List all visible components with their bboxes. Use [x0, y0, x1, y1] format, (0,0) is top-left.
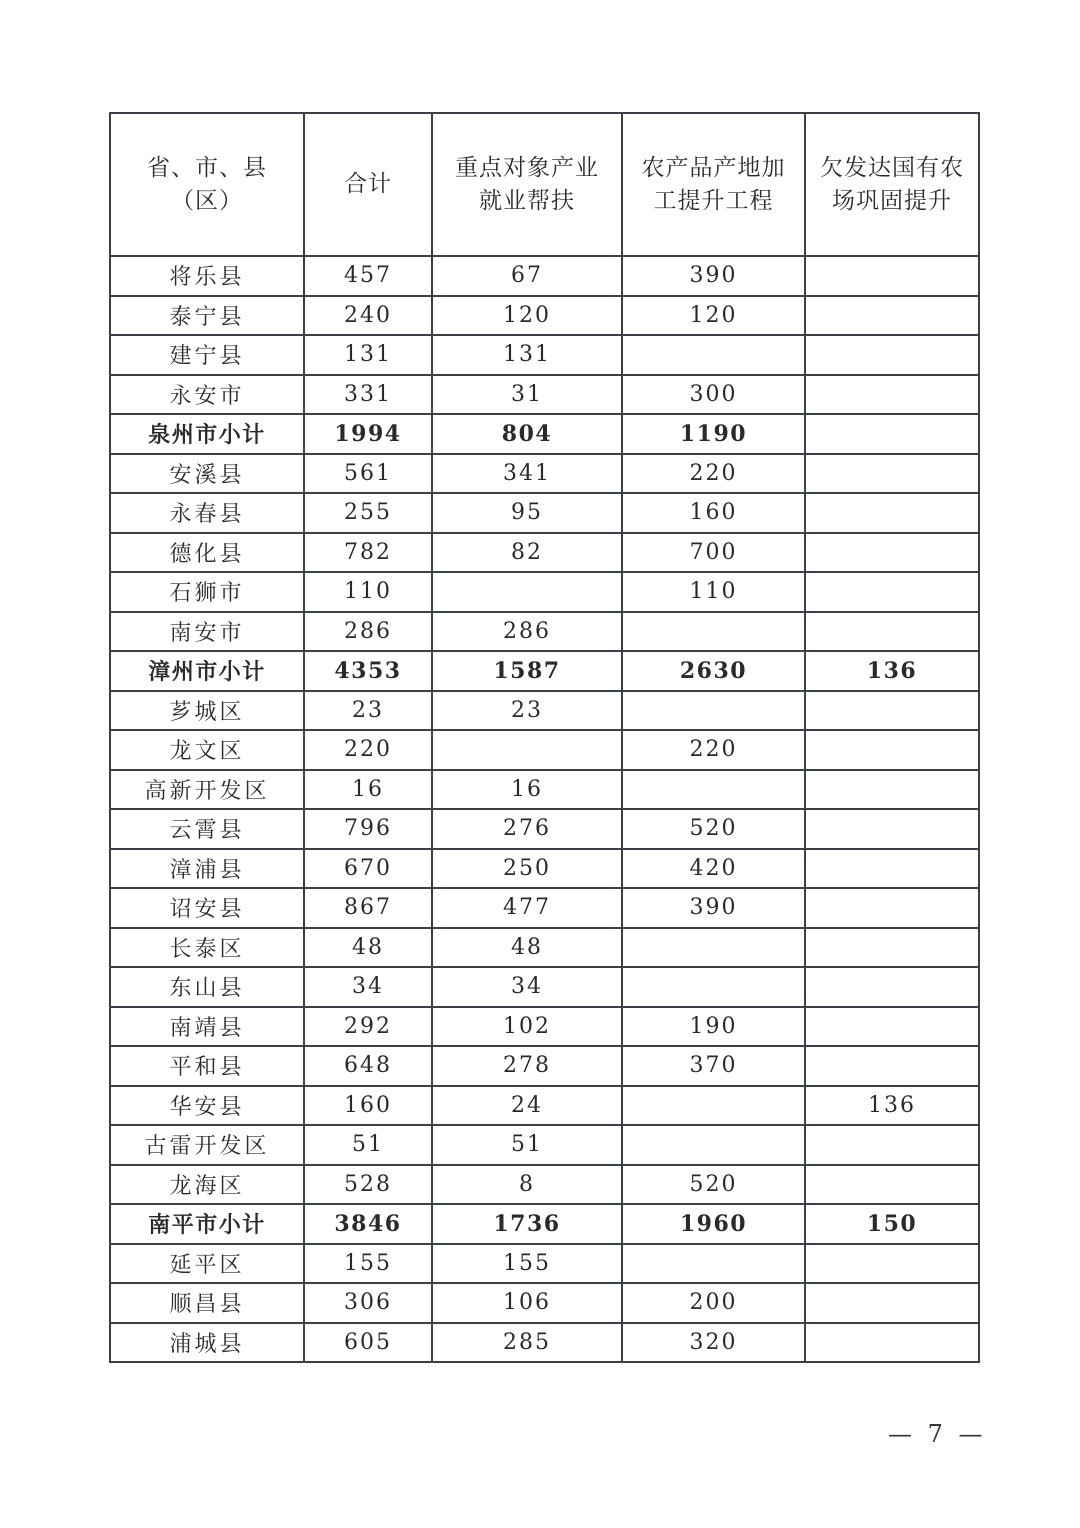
farm-cell	[805, 256, 979, 296]
region-name-cell: 龙海区	[110, 1165, 304, 1205]
table-row	[110, 375, 979, 415]
region-name-cell: 浦城县	[110, 1323, 304, 1363]
region-name-cell: 泰宁县	[110, 296, 304, 336]
region-name-cell: 长泰区	[110, 928, 304, 968]
region-name-cell: 东山县	[110, 967, 304, 1007]
farm-cell	[805, 1125, 979, 1165]
header-employment-support: 重点对象产业 就业帮扶	[432, 113, 622, 256]
region-name-cell: 云霄县	[110, 809, 304, 849]
employment-cell: 24	[432, 1086, 622, 1126]
agri-cell	[622, 928, 805, 968]
region-name-cell: 永安市	[110, 375, 304, 415]
region-name-cell: 顺昌县	[110, 1283, 304, 1323]
subtotal-row	[110, 1204, 979, 1244]
table-row	[110, 691, 979, 731]
region-name-cell: 高新开发区	[110, 770, 304, 810]
agri-cell: 220	[622, 730, 805, 770]
region-name-cell: 南靖县	[110, 1007, 304, 1047]
table-row	[110, 1086, 979, 1126]
employment-cell: 120	[432, 296, 622, 336]
total-cell: 1994	[304, 414, 432, 454]
employment-cell: 341	[432, 454, 622, 494]
employment-cell: 31	[432, 375, 622, 415]
table-row	[110, 967, 979, 1007]
employment-cell: 1587	[432, 651, 622, 691]
farm-cell	[805, 1323, 979, 1363]
agri-cell: 370	[622, 1046, 805, 1086]
table-row	[110, 1125, 979, 1165]
total-cell: 561	[304, 454, 432, 494]
region-name-cell: 漳州市小计	[110, 651, 304, 691]
employment-cell: 286	[432, 612, 622, 652]
employment-cell: 102	[432, 1007, 622, 1047]
subtotal-row	[110, 414, 979, 454]
region-name-cell: 南平市小计	[110, 1204, 304, 1244]
region-name-cell: 龙文区	[110, 730, 304, 770]
farm-cell	[805, 888, 979, 928]
agri-cell	[622, 335, 805, 375]
total-cell: 4353	[304, 651, 432, 691]
total-cell: 160	[304, 1086, 432, 1126]
employment-cell: 16	[432, 770, 622, 810]
total-cell: 648	[304, 1046, 432, 1086]
total-cell: 457	[304, 256, 432, 296]
employment-cell: 95	[432, 493, 622, 533]
farm-cell	[805, 849, 979, 889]
region-name-cell: 安溪县	[110, 454, 304, 494]
agri-cell	[622, 691, 805, 731]
region-name-cell: 德化县	[110, 533, 304, 573]
employment-cell: 276	[432, 809, 622, 849]
agri-cell: 700	[622, 533, 805, 573]
farm-cell	[805, 414, 979, 454]
table-row	[110, 533, 979, 573]
agri-cell	[622, 1244, 805, 1284]
table-row	[110, 928, 979, 968]
total-cell: 306	[304, 1283, 432, 1323]
total-cell: 110	[304, 572, 432, 612]
farm-cell	[805, 533, 979, 573]
table-header	[110, 113, 979, 256]
total-cell: 605	[304, 1323, 432, 1363]
employment-cell: 34	[432, 967, 622, 1007]
farm-cell	[805, 296, 979, 336]
region-name-cell: 延平区	[110, 1244, 304, 1284]
farm-cell: 150	[805, 1204, 979, 1244]
table-row	[110, 612, 979, 652]
agri-cell: 520	[622, 809, 805, 849]
table-row	[110, 1007, 979, 1047]
total-cell: 240	[304, 296, 432, 336]
total-cell: 867	[304, 888, 432, 928]
region-name-cell: 诏安县	[110, 888, 304, 928]
employment-cell: 278	[432, 1046, 622, 1086]
employment-cell	[432, 572, 622, 612]
region-name-cell: 古雷开发区	[110, 1125, 304, 1165]
agri-cell: 120	[622, 296, 805, 336]
allocation-table	[109, 112, 980, 1363]
employment-cell: 477	[432, 888, 622, 928]
farm-cell	[805, 375, 979, 415]
total-cell: 155	[304, 1244, 432, 1284]
employment-cell: 250	[432, 849, 622, 889]
agri-cell: 190	[622, 1007, 805, 1047]
agri-cell	[622, 770, 805, 810]
farm-cell	[805, 1283, 979, 1323]
agri-cell: 1960	[622, 1204, 805, 1244]
region-name-cell: 芗城区	[110, 691, 304, 731]
region-name-cell: 建宁县	[110, 335, 304, 375]
farm-cell: 136	[805, 1086, 979, 1126]
total-cell: 3846	[304, 1204, 432, 1244]
agri-cell: 520	[622, 1165, 805, 1205]
agri-cell: 320	[622, 1323, 805, 1363]
farm-cell	[805, 454, 979, 494]
header-state-farm: 欠发达国有农 场巩固提升	[805, 113, 979, 256]
header-agri-processing: 农产品产地加 工提升工程	[622, 113, 805, 256]
header-total: 合计	[304, 113, 432, 256]
region-name-cell: 将乐县	[110, 256, 304, 296]
employment-cell: 51	[432, 1125, 622, 1165]
farm-cell	[805, 1046, 979, 1086]
employment-cell: 131	[432, 335, 622, 375]
farm-cell	[805, 572, 979, 612]
table-row	[110, 888, 979, 928]
table-row	[110, 296, 979, 336]
agri-cell: 390	[622, 256, 805, 296]
farm-cell	[805, 1165, 979, 1205]
total-cell: 528	[304, 1165, 432, 1205]
agri-cell: 420	[622, 849, 805, 889]
table-row	[110, 809, 979, 849]
agri-cell	[622, 1125, 805, 1165]
region-name-cell: 华安县	[110, 1086, 304, 1126]
header-region: 省、市、县 （区）	[110, 113, 304, 256]
agri-cell: 220	[622, 454, 805, 494]
farm-cell	[805, 1244, 979, 1284]
farm-cell	[805, 809, 979, 849]
agri-cell	[622, 1086, 805, 1126]
farm-cell: 136	[805, 651, 979, 691]
farm-cell	[805, 770, 979, 810]
region-name-cell: 南安市	[110, 612, 304, 652]
employment-cell: 48	[432, 928, 622, 968]
agri-cell: 390	[622, 888, 805, 928]
employment-cell: 67	[432, 256, 622, 296]
agri-cell: 200	[622, 1283, 805, 1323]
agri-cell: 160	[622, 493, 805, 533]
total-cell: 131	[304, 335, 432, 375]
agri-cell: 300	[622, 375, 805, 415]
farm-cell	[805, 493, 979, 533]
total-cell: 16	[304, 770, 432, 810]
table-row	[110, 849, 979, 889]
region-name-cell: 石狮市	[110, 572, 304, 612]
total-cell: 292	[304, 1007, 432, 1047]
table-row	[110, 256, 979, 296]
agri-cell: 110	[622, 572, 805, 612]
table-row	[110, 335, 979, 375]
employment-cell: 155	[432, 1244, 622, 1284]
total-cell: 34	[304, 967, 432, 1007]
total-cell: 220	[304, 730, 432, 770]
agri-cell	[622, 612, 805, 652]
subtotal-row	[110, 651, 979, 691]
table-row	[110, 454, 979, 494]
farm-cell	[805, 335, 979, 375]
farm-cell	[805, 928, 979, 968]
total-cell: 670	[304, 849, 432, 889]
employment-cell: 285	[432, 1323, 622, 1363]
region-name-cell: 永春县	[110, 493, 304, 533]
employment-cell	[432, 730, 622, 770]
table-row	[110, 770, 979, 810]
table-row	[110, 572, 979, 612]
farm-cell	[805, 967, 979, 1007]
region-name-cell: 平和县	[110, 1046, 304, 1086]
header-row	[110, 113, 979, 256]
total-cell: 331	[304, 375, 432, 415]
farm-cell	[805, 1007, 979, 1047]
agri-cell	[622, 967, 805, 1007]
page-number: — 7 —	[888, 1420, 987, 1448]
agri-cell: 1190	[622, 414, 805, 454]
farm-cell	[805, 691, 979, 731]
table-row	[110, 493, 979, 533]
total-cell: 255	[304, 493, 432, 533]
agri-cell: 2630	[622, 651, 805, 691]
employment-cell: 82	[432, 533, 622, 573]
table-row	[110, 1165, 979, 1205]
farm-cell	[805, 612, 979, 652]
farm-cell	[805, 730, 979, 770]
table-row	[110, 730, 979, 770]
allocation-table-container	[109, 112, 978, 1363]
table-row	[110, 1323, 979, 1363]
table-row	[110, 1244, 979, 1284]
employment-cell: 23	[432, 691, 622, 731]
employment-cell: 8	[432, 1165, 622, 1205]
region-name-cell: 泉州市小计	[110, 414, 304, 454]
total-cell: 48	[304, 928, 432, 968]
table-row	[110, 1046, 979, 1086]
employment-cell: 804	[432, 414, 622, 454]
total-cell: 23	[304, 691, 432, 731]
employment-cell: 106	[432, 1283, 622, 1323]
total-cell: 796	[304, 809, 432, 849]
total-cell: 286	[304, 612, 432, 652]
table-body	[110, 256, 979, 1362]
table-row	[110, 1283, 979, 1323]
region-name-cell: 漳浦县	[110, 849, 304, 889]
employment-cell: 1736	[432, 1204, 622, 1244]
total-cell: 51	[304, 1125, 432, 1165]
total-cell: 782	[304, 533, 432, 573]
